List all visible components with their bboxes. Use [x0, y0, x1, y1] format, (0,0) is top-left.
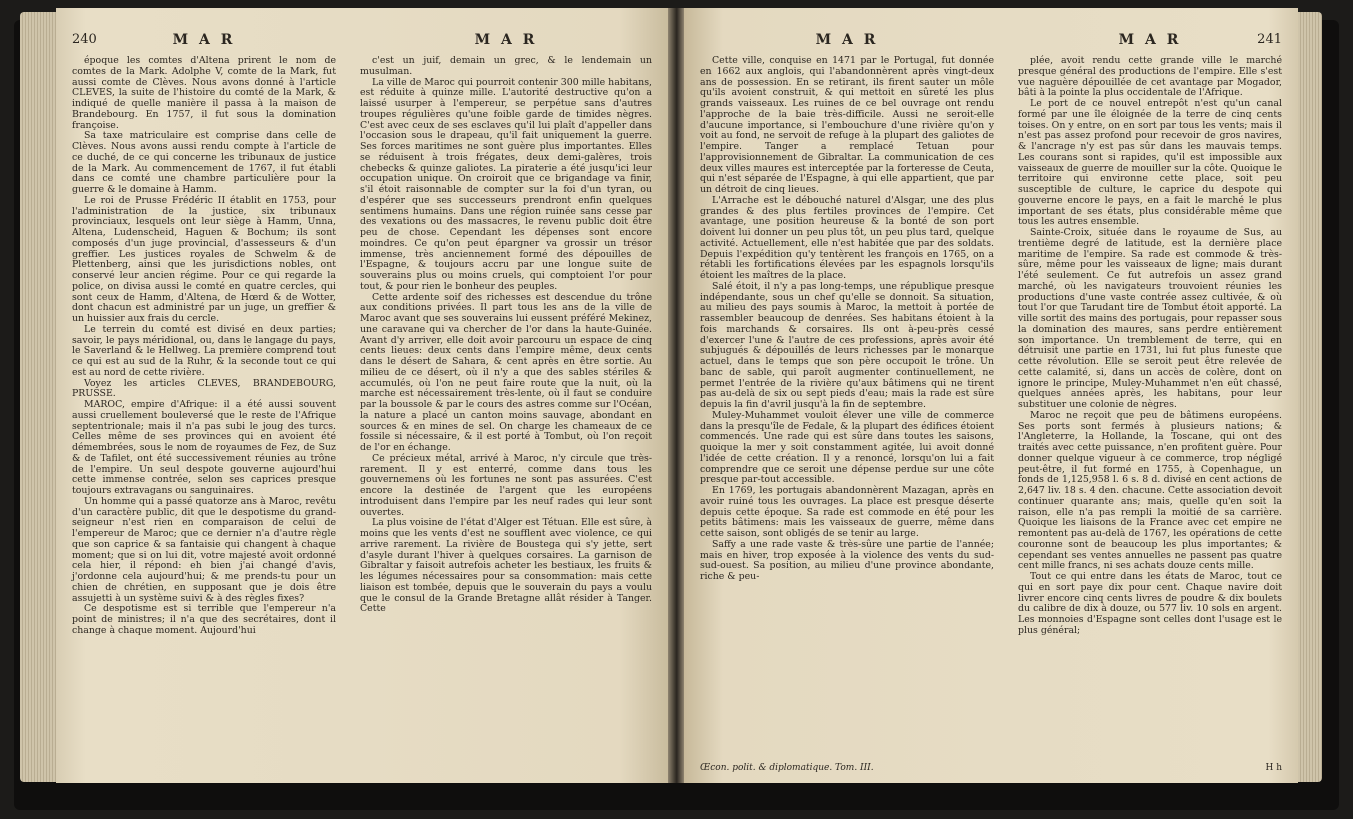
paragraph: Muley-Muhammet vouloit élever une ville de commerce dans la presqu'île de Fedale, & la plupart des édifices étoient commencés. Une rade qui est sûre dans toutes les saisons, quoique la mer y soit constamment agitée, lui avoit donné l'idée de cette création. Il y a renoncé, lorsqu'on lui a fait comprendre que ce seroit une dépense perdue sur une côte presque par-tout accessible. [700, 409, 994, 486]
paragraph: La plus voisine de l'état d'Alger est Tétuan. Elle est sûre, à moins que les vents d'est ne soufflent avec violence, ce qui arrive rarement. La rivière de Boustega qui s'y jette, sert d'asyle durant l'hiver à quelques corsaires. La garnison de Gibraltar y faisoit autrefois acheter les bestiaux, les fruits & les légumes nécessaires pour sa consommation: mais cette liaison est tombée, depuis que le souverain du pays a voulu que le consul de la Grande Bretagne allât résider à Tanger. Cette [360, 517, 652, 615]
page-text [1018, 56, 1282, 769]
paragraph: Un homme qui a passé quatorze ans à Maroc, revêtu d'un caractère public, dit que le despotisme du grand-seigneur n'est rien en comparaison de celui de l'empereur de Maroc; que ce dernier n'a d'autre règle que son caprice & sa fantaisie qui changent à chaque moment; que si on lui dit, votre majesté avoit ordonné cela hier, il répond: eh bien j'ai changé d'avis, j'ordonne cela aujourd'hui; & me prends-tu pour un chien de chrétien, en supposant que je dois être assujetti à un système suivi & à des règles fixes? [72, 495, 336, 604]
paragraph: En 1769, les portugais abandonnèrent Mazagan, après en avoir ruiné tous les ouvrages. La place est presque déserte depuis cette époque. Sa rade est commode en été pour les petits bâtimens: mais les vaisseaux de guerre, même dans cette saison, sont obligés de se tenir au large. [700, 485, 994, 539]
paragraph: Le port de ce nouvel entrepôt n'est qu'un canal formé par une île éloignée de la terre de cinq cents toises. On y entre, on en sort par tous les vents; mais il n'est pas assez profond pour recevoir de gros navires, & l'ancrage n'y est pas sûr dans les mauvais temps. Les courans sont si rapides, qu'il est impossible aux vaisseaux de guerre de mouiller sur la côte. Quoique le territoire qui environne cette place, soit peu susceptible de culture, le caprice du despote qui gouverne encore le pays, en a fait le marché le plus important de ses états, plus considérable même que tous les autres ensemble. [1018, 98, 1282, 228]
paragraph: Le roi de Prusse Frédéric II établit en 1753, pour l'administration de la justice, six tribunaux provinciaux, lesquels ont leur siège à Hamm, Unna, Altena, Ludenscheid, Haguen & Bochum; ils sont composés d'un juge provincial, d'assesseurs & d'un greffier. Les justices royales de Schwelm & de Plettenberg, ainsi que les jurisdictions nobles, ont conservé leur ancien régime. Pour ce qui regarde la police, on divisa aussi le comté en quatre cercles, qui sont ceux de Hamm, d'Altena, de Hœrd & de Wotter, dont chacun est administré par un juge, un greffier & un huissier aux frais du cercle. [72, 194, 336, 324]
paragraph: Tout ce qui entre dans les états de Maroc, tout ce qui en sort paye dix pour cent. Chaque navire doit livrer encore cinq cents livres de poudre & dix boulets du calibre de dix à douze, ou 577 liv. 10 sols en argent. Les monnoies d'Espagne sont celles dont l'usage est le plus général; [1018, 571, 1282, 636]
paragraph: Sa taxe matriculaire est comprise dans celle de Clèves. Nous avons aussi rendu compte à l'article de ce duché, de ce qui concerne les tribunaux de justice de la Mark. Au commencement de 1767, il fut établi dans ce comté une chambre particulière pour la guerre & le domaine à Hamm. [72, 130, 336, 195]
paragraph: plée, avoit rendu cette grande ville le marché presque général des productions de l'empire. Elle s'est vue naguère dépouillée de cet avantage par Mogador, bâti à la pointe la plus occidentale de l'Afrique. [1018, 55, 1282, 99]
paragraph: Voyez les articles CLEVES, BRANDEBOURG, PRUSSE. [72, 377, 336, 400]
page-header [72, 32, 336, 52]
page-header [700, 32, 994, 52]
paragraph: Le terrein du comté est divisé en deux parties; savoir, le pays méridional, ou, dans le langage du pays, le Saverland & le Hellweg. La première comprend tout ce qui est au sud de la Ruhr, & la seconde tout ce qui est au nord de cette rivière. [72, 323, 336, 378]
paragraph: Salé étoit, il n'y a pas long-temps, une république presque indépendante, sous un chef qu'elle se donnoit. Sa situation, au milieu des pays soumis à Maroc, la mettoit à portée de rassembler beaucoup de denrées. Ses habitans étoient à la fois marchands & corsaires. Ils ont à-peu-près cessé d'exercer l'une & l'autre de ces professions, après avoir été subjugués & dépouillés de leurs richesses par le monarque actuel, dans le temps que son père occupoit le trône. Un banc de sable, qui paroît augmenter continuellement, ne permet l'entrée de la rivière qu'aux bâtimens qui ne tirent pas au-delà de six ou sept pieds d'eau; mais la rade est sûre depuis la fin d'avril jusqu'à la fin de septembre. [700, 280, 994, 410]
running-head: M A R [815, 32, 879, 48]
paragraph: Ce précieux métal, arrivé à Maroc, n'y circule que très-rarement. Il y est enterré, comme dans tous les gouvernemens où les fortunes ne sont pas assurées. C'est encore la destinée de l'argent que les européens introduisent dans l'empire par les neuf rades qui leur sont ouvertes. [360, 452, 652, 518]
paragraph: époque les comtes d'Altena prirent le nom de comtes de la Mark. Adolphe V, comte de la Mark, fut aussi comte de Clèves. Nous avons donné à l'article CLEVES, la suite de l'histoire du comté de la Mark, & indiqué de quelle manière il passa à la maison de Brandebourg. En 1757, il fut sous la domination françoise. [72, 55, 336, 131]
paragraph: L'Arrache est le débouché naturel d'Alsgar, une des plus grandes & des plus fertiles provinces de l'empire. Cet avantage, une position heureuse & la bonté de son port doivent lui donner un peu plus tôt, un peu plus tard, quelque activité. Actuellement, elle n'est habitée que par des soldats. Depuis l'expédition qu'y tentèrent les françois en 1765, on a rétabli les fortifications élevées par les espagnols lorsqu'ils étoient les maîtres de la place. [700, 194, 994, 281]
page-header [1018, 32, 1282, 52]
page-edges-right [1298, 12, 1322, 782]
page-header [360, 32, 652, 52]
running-head: M A R [474, 32, 538, 48]
paragraph: Sainte-Croix, située dans le royaume de Sus, au trentième degré de latitude, est la dernière place maritime de l'empire. Sa rade est commode & très-sûre, même pour les vaisseaux de ligne; mais durant l'été seulement. Ce fut autrefois un assez grand marché, où les navigateurs trouvoient réunies les productions d'une vaste contrée assez cultivée, & où tout l'or que Tarudant tire de Tombut étoit apporté. La ville sortit des mains des portugais, pour repasser sous la domination des maures, sans perdre entièrement son importance. Un tremblement de terre, qui en détruisit une partie en 1731, lui fut plus funeste que cette révolution. Elle se seroit peut être relevée de cette calamité, si, dans un accès de colère, dont on ignore le principe, Muley-Muhammet n'en eût chassé, quelques années après, les habitans, pour leur substituer une colonie de nègres. [1018, 227, 1282, 410]
paragraph: Maroc ne reçoit que peu de bâtimens européens. Ses ports sont fermés à plusieurs nations; & l'Angleterre, la Hollande, la Toscane, qui ont des traités avec cette puissance, n'en profitent guère. Pour donner quelque vigueur à ce commerce, trop négligé peut-être, il fut formé en 1755, à Copenhague, un fonds de 1,125,958 l. 6 s. 8 d. divisé en cent actions de 2,647 liv. 18 s. 4 den. chacune. Cette association devoit continuer quarante ans; mais, quelle qu'en soit la raison, elle n'a pas rempli la moitié de sa carrière. Quoique les liaisons de la France avec cet empire ne remontent pas au-delà de 1767, les opérations de cette couronne sont de beaucoup les plus importantes; & cependant ses ventes annuelles ne passent pas quatre cent mille francs, ni ses achats douze cents mille. [1018, 409, 1283, 572]
page-left-2 [344, 8, 668, 783]
page-text [360, 56, 652, 769]
signature-mark: H h [1265, 763, 1282, 773]
paragraph: MAROC, empire d'Afrique: il a été aussi souvent aussi cruellement bouleversé que le reste de l'Afrique septentrionale; mais il n'a pas subi le joug des turcs. Celles même de ses provinces qui en avoient été démembrées, sous le nom de royaumes de Fez, de Suz & de Tafilet, ont été successivement réunies au trône de l'empire. Un seul despote gouverne aujourd'hui cette immense contrée, selon ses caprices presque toujours extravagans ou sanguinaires. [72, 399, 336, 496]
page-footer [700, 763, 994, 775]
page-number: 241 [1257, 32, 1282, 47]
page-right-1 [684, 8, 1010, 783]
running-head: M A R [1118, 32, 1182, 48]
footer-title: Œcon. polit. & diplomatique. Tom. III. [700, 763, 874, 773]
paragraph: c'est un juif, demain un grec, & le lendemain un musulman. [360, 55, 652, 77]
running-head: M A R [172, 32, 236, 48]
paragraph: Cette ardente soif des richesses est descendue du trône aux conditions privées. Il part tous les ans de la ville de Maroc avant que ses souverains lui eussent préféré Mekinez, une caravane qui va chercher de l'or dans la haute-Guinée. Avant d'y arriver, elle doit avoir parcouru un espace de cinq cents lieues: deux cents dans l'empire même, deux cents dans le désert de Sahara, & cent après en être sortie. Au milieu de ce désert, où il n'y a que des sables stériles & accumulés, où l'on ne peut faire route que la nuit, où la marche est nécessairement très-lente, où il faut se conduire par la boussole & par le cours des astres comme sur l'Océan, la nature a placé un canton moins sauvage, abondant en sources & en mines de sel. On charge les chameaux de ce fossile si nécessaire, & il est porté à Tombut, où l'on reçoit de l'or en échange. [360, 291, 652, 453]
page-241 [1002, 8, 1298, 783]
paragraph: Saffy a une rade vaste & très-sûre une partie de l'année; mais en hiver, trop exposée à la violence des vents du sud-sud-ouest. Sa position, au milieu d'une province abondante, riche & peu- [700, 538, 994, 582]
paragraph: Ce despotisme est si terrible que l'empereur n'a point de ministres; il n'a que des secrétaires, dont il change à chaque moment. Aujourd'hui [72, 603, 336, 636]
page-text [72, 56, 336, 769]
page-text [700, 56, 994, 769]
paragraph: La ville de Maroc qui pourroit contenir 300 mille habitans, est réduite à quinze mille. L'autorité destructive qu'on a laissé usurper à l'empereur, se perpétue sans d'autres troupes régulières qu'une foible garde de timides nègres. C'est avec ceux de ses esclaves qu'il lui plaît d'appeller dans l'occasion sous le drapeau, qu'il fait uniquement la guerre. Ses forces maritimes ne sont guère plus importantes. Elles se réduisent à trois frégates, deux demi-galères, trois chebecks & quinze galiotes. La piraterie a été jusqu'ici leur occupation unique. On croiroit que ce brigandage va finir, s'il étoit raisonnable de compter sur la foi d'un tyran, ou d'espérer que ses successeurs prendront enfin quelques sentimens humains. Dans une région ruinée sans cesse par des vexations ou des massacres, le revenu public doit être peu de chose. Cependant les dépenses sont encore moindres. Ce qu'on peut épargner va grossir un trésor immense, très anciennement formé des dépouilles de l'Espagne, & toujours accru par une longue suite de souverains plus ou moins cruels, qui comptoient l'or pour tout, & pour rien le bonheur des peuples. [360, 76, 652, 292]
page-number: 240 [72, 32, 97, 47]
book-gutter [668, 8, 684, 783]
page-edges-left [20, 12, 56, 782]
paragraph: Cette ville, conquise en 1471 par le Portugal, fut donnée en 1662 aux anglois, qui l'abandonnèrent après vingt-deux ans de possession. En se retirant, ils firent sauter un môle qu'ils avoient construit, & qui mettoit en sûreté les plus grands vaisseaux. Les ruines de ce bel ouvrage ont rendu l'approche de la baie très-difficile. Aussi ne seroit-elle d'aucune importance, si l'embouchure d'une rivière qu'on y voit au fond, ne servoit de refuge à la plupart des galiotes de l'empire. Tanger a remplacé Tetuan pour l'approvisionnement de Gibraltar. La communication de ces deux villes maures est interceptée par la forteresse de Ceuta, qui n'est séparée de l'Espagne, à qui elle appartient, que par un détroit de cinq lieues. [700, 55, 994, 195]
page-240 [56, 8, 352, 783]
page-footer [1018, 763, 1282, 775]
